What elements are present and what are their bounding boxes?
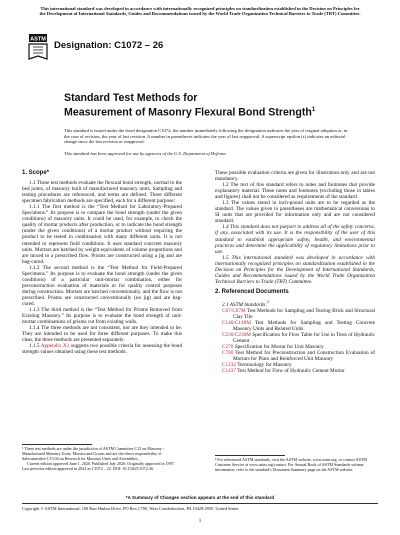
astm-standards-footnote-mark: 2 — [267, 299, 269, 304]
footnote-1-text: ¹ These test methods are under the jurisdiction of ASTM Committee C15 on Masonry - Manufactured Masonry Units, Mortars and Grouts and are the direct responsibility of Subcommittee C15.04 on Research for Masonry Units and Assemblies. — [22, 446, 165, 461]
reference-item — [215, 320, 375, 332]
para-1-1-5 — [22, 343, 182, 355]
reference-title: Test Methods for Sampling and Testing Brick and Structural Clay Tile — [233, 307, 375, 320]
footnote-2: ² For referenced ASTM standards, visit the ASTM website, www.astm.org, or contact ASTM Customer Service at www.astm.org/contact. For Annual Book of ASTM Standards volume information, refer to the standard's Document Summary page on the ASTM website. — [215, 457, 367, 472]
reference-item — [215, 368, 375, 374]
title-line-1: Standard Test Methods for — [64, 92, 198, 104]
reference-code-link[interactable]: C67/C67M — [222, 307, 246, 314]
footnote-divider-right — [215, 455, 285, 456]
scope-heading: 1. Scope* — [22, 170, 50, 176]
footnote-1-edition: Current edition approved June 1, 2026. Published July 2026. Originally approved in 1997. Last previous edition approved in 2022 as C1072 – 22. DOI: 10.1520/C1072-26. — [22, 460, 175, 471]
reference-item — [215, 350, 375, 362]
para-1-2: 1.2 The text of this standard refers to notes and footnotes that provide explanatory material. These notes and footnotes (excluding those in tables and figures) shall not be considered as requirements of the standard. — [215, 182, 375, 201]
para-1-1-3: 1.1.3 The third method is the “Test Method for Prisms Removed from Existing Masonry.” Its purpose is to evaluate the bond strength of unit-mortar combinations of prisms cut from existing walls. — [22, 307, 182, 326]
copyright-line: Copyright © ASTM International, 100 Barr Harbor Drive, PO Box C700, West Conshohocken, PA 19428-2959. United States — [22, 506, 239, 511]
reference-code-link[interactable]: C780 — [222, 350, 234, 357]
astm-standards-text: 2.1 ASTM Standards: — [222, 301, 268, 308]
reference-title: Specification for Flow Table for Use in Tests of Hydraulic Cement — [233, 331, 375, 344]
reference-code-link[interactable]: C230/C230M — [222, 331, 251, 338]
astm-standards-label — [215, 299, 375, 308]
approved-note: This standard has been approved for use by agencies of the U.S. Department of Defense. — [64, 151, 227, 156]
left-column — [22, 170, 182, 355]
logo-lettering: ASTM — [30, 36, 46, 43]
para-1-1-2: 1.1.2 The second method is the “Test Method for Field-Prepared Specimens.” Its purpose is to evaluate the bond strength (under the given conditions) of a particular unit-mortar combination, either for preconstruction evaluation of materials or for quality control purposes during construction. Mortars are batched conventionally, and the flow is not prescribed. Prisms are constructed conventionally (no jig) and are bag-cured. — [22, 264, 182, 307]
para-1-1: 1.1 These test methods evaluate the flexural bond strength, normal to the bed joints, of masonry built of manufactured masonry units. Sampling and testing procedures are referenced, and terms are defined. Three different specimen fabrication methods are specified, each for a different purpose: — [22, 180, 182, 205]
reference-list — [215, 308, 375, 375]
reference-item — [215, 332, 375, 344]
standards-banner: This international standard was developed in accordance with internationally recognized principles on standardization established in the Decision on Principles for the Development of International Standards, Guides and Recommendations issued by the World Trade Organization Technical Barriers to Trade (TBT) Committee. — [39, 6, 361, 17]
issue-note: This standard is issued under the fixed designation C1072; the number immediately following the designation indicates the year of original adoption or, in the case of revision, the year of last revision. A number in parentheses indicates the year of last reapproval. A superscript epsilon (ε) indicates an editorial change since the last revision or reapproval. — [64, 128, 348, 144]
document-title — [64, 92, 315, 119]
para-1-3: 1.3 The values stated in inch-pound units are to be regarded as the standard. The values given in parentheses are mathematical conversions to SI units that are provided for information only and are not considered standard. — [215, 200, 375, 225]
reference-title: Test Method for Preconstruction and Construction Evaluation of Mortars for Plain and Reinforced Unit Masonry — [233, 350, 375, 363]
summary-of-changes-note: *A Summary of Changes section appears at the end of this standard — [125, 495, 275, 500]
right-column — [215, 170, 375, 374]
title-footnote-mark: 1 — [311, 107, 316, 113]
para-1-4: 1.4 This standard does not purport to address all of the safety concerns, if any, associated with its use. It is the responsibility of the user of this standard to establish appropriate safety, health, and environmental practices and determine the applicability of regulatory limitations prior to use. — [215, 224, 375, 255]
para-1-5: 1.5 This international standard was developed in accordance with internationally recognized principles on standardization established in the Decision on Principles for the Development of International Standards, Guides and Recommendations issued by the World Trade Organization Technical Barriers to Trade (TBT) Committee. — [215, 254, 375, 285]
referenced-documents-heading: 2. Referenced Documents — [215, 288, 289, 295]
reference-code-link[interactable]: C1437 — [222, 368, 237, 375]
astm-logo — [27, 32, 49, 61]
reference-item — [215, 308, 375, 320]
footnote-1 — [22, 447, 182, 472]
footnote-divider-left — [22, 444, 92, 445]
reference-code-link[interactable]: C270 — [222, 344, 234, 351]
title-line-2: Measurement of Masonry Flexural Bond Strength — [64, 106, 312, 119]
page-number: 1 — [198, 519, 202, 524]
para-1-1-5-text: suggests two possible criteria for assessing the bond strength values obtained using these test methods. — [22, 343, 182, 356]
appendix-x1-link[interactable]: Appendix X1 — [40, 343, 70, 350]
designation: Designation: C1072 – 26 — [54, 40, 164, 51]
reference-title: Terminology for Masonry — [236, 362, 292, 369]
reference-code-link[interactable]: C1232 — [222, 362, 237, 369]
reference-title: Test Method for Flow of Hydraulic Cement Mortar — [236, 368, 345, 375]
para-continuation: These possible evaluation criteria are given for illustration only and are not mandatory. — [215, 170, 375, 183]
reference-title: Specification for Mortar for Unit Masonry — [233, 344, 324, 351]
reference-title: Test Methods for Sampling and Testing Concrete Masonry Units and Related Units — [233, 319, 375, 332]
para-1-1-4: 1.1.4 The three methods are not consistent, nor are they intended to be. They are intended to be used for three different purposes. To make this clear, the three methods are presented separately. — [22, 325, 182, 344]
copyright-divider — [22, 503, 378, 504]
reference-code-link[interactable]: C140/C140M — [222, 319, 251, 326]
para-1-1-1: 1.1.1 The first method is the “Test Method for Laboratory-Prepared Specimens.” Its purpose is to compare the bond strength (under the given conditions) of masonry units. It could be used, for example, to check the quality of mortar products after production, or to indicate the bond strength (under the given conditions) of a mortar product without requiring the product to be tested in combination with many different units. It is not intended to represent field conditions. It uses standard concrete masonry units. Mortars are batched by weight equivalents of volume proportions and are mixed to a prescribed flow. Prisms are constructed using a jig and are bag-cured. — [22, 204, 182, 265]
para-1-1-5-number: 1.1.5 — [29, 343, 41, 350]
